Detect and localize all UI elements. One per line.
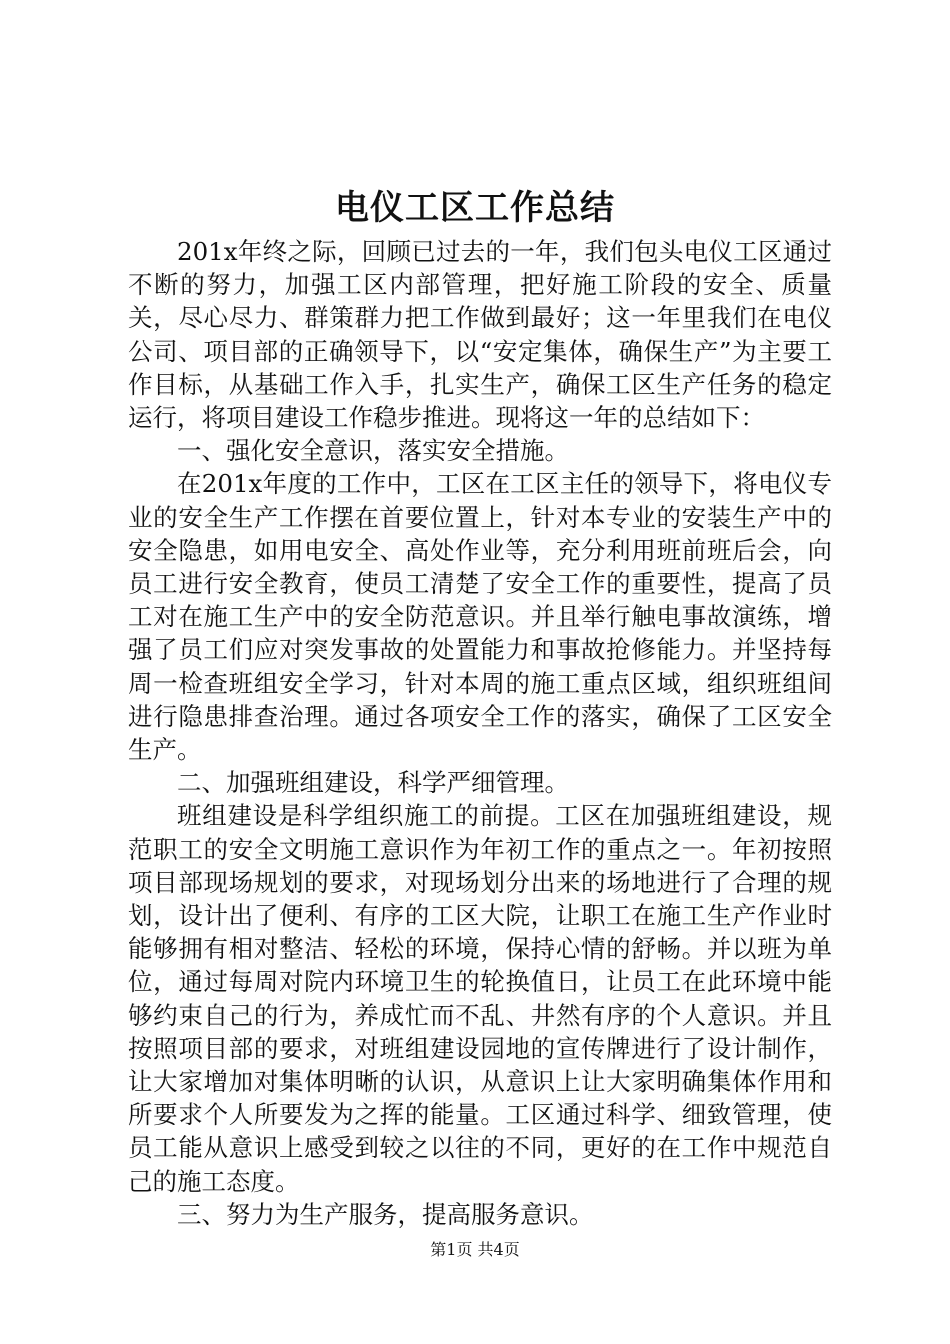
section-heading-safety: 一、强化安全意识，落实安全措施。 — [177, 436, 569, 466]
team-building-paragraph: 班组建设是科学组织施工的前提。工区在加强班组建设，规范职工的安全文明施工意识作为年初工作的重点之一。年初按照项目部现场规划的要求，对现场划分出来的场地进行了合理的规划，设计出了便利、有序的工区大院，让职工在施工生产作业时能够拥有相对整洁、轻松的环境，保持心情的舒畅。并以班为单位，通过每周对院内环境卫生的轮换值日，让员工在此环境中能够约束自己的行为，养成忙而不乱、井然有序的个人意识。并且按照项目部的要求，对班组建设园地的宣传牌进行了设计制作，让大家增加对集体明晰的认识，从意识上让大家明确集体作用和所要求个人所要发为之挥的能量。工区通过科学、细致管理，使员工能从意识上感受到较之以往的不同，更好的在工作中规范自己的施工态度。 — [128, 801, 832, 1196]
document-body — [128, 235, 832, 1231]
safety-paragraph: 在201x年度的工作中，工区在工区主任的领导下，将电仪专业的安全生产工作摆在首要位置上，针对本专业的安装生产中的安全隐患，如用电安全、高处作业等，充分利用班前班后会，向员工进行安全教育，使员工清楚了安全工作的重要性，提高了员工对在施工生产中的安全防范意识。并且举行触电事故演练，增强了员工们应对突发事故的处置能力和事故抢修能力。并坚持每周一检查班组安全学习，针对本周的施工重点区域，组织班组间进行隐患排查治理。通过各项安全工作的落实，确保了工区安全生产。 — [128, 469, 832, 765]
section-heading-team-building: 二、加强班组建设，科学严细管理。 — [177, 768, 569, 798]
page-footer: 第1页 共4页 — [430, 1240, 520, 1259]
section-heading-service: 三、努力为生产服务，提高服务意识。 — [177, 1199, 594, 1229]
intro-paragraph: 201x年终之际，回顾已过去的一年，我们包头电仪工区通过不断的努力，加强工区内部管理，把好施工阶段的安全、质量关，尽心尽力、群策群力把工作做到最好；这一年里我们在电仪公司、项目部的正确领导下，以“安定集体，确保生产”为主要工作目标，从基础工作入手，扎实生产，确保工区生产任务的稳定运行，将项目建设工作稳步推进。现将这一年的总结如下： — [128, 237, 832, 433]
document-title: 电仪工区工作总结 — [335, 188, 615, 228]
